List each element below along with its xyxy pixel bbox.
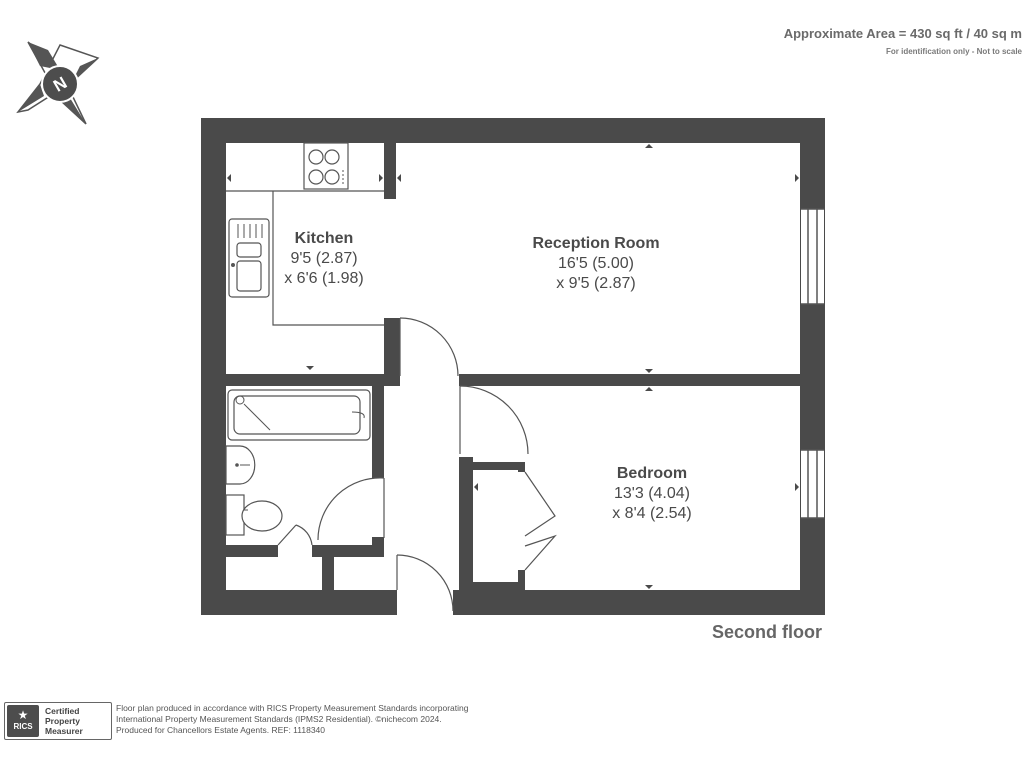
bedroom-label bbox=[592, 464, 712, 524]
approximate-area: Approximate Area = 430 sq ft / 40 sq m bbox=[783, 26, 1022, 41]
bedroom-dim-2: x 8'4 (2.54) bbox=[612, 505, 692, 522]
wardrobe-top bbox=[473, 462, 525, 470]
kitchen-name: Kitchen bbox=[294, 230, 354, 247]
footer-line-2: International Property Measurement Standards (IPMS2 Residential). ©nichecom 2024. bbox=[116, 714, 442, 724]
wall-reception-bedroom bbox=[459, 374, 800, 386]
wall-bedroom-left bbox=[459, 457, 473, 590]
kitchen-dim-2: x 6'6 (1.98) bbox=[284, 270, 364, 287]
wall-bath-bottom-a bbox=[226, 545, 278, 557]
wall-bath-bottom-b bbox=[312, 545, 372, 557]
compass-north-label: N bbox=[50, 73, 71, 96]
reception-label bbox=[516, 234, 676, 294]
toilet-icon bbox=[226, 495, 282, 535]
rics-badge-text bbox=[45, 706, 83, 736]
rics-logo-text: RICS bbox=[13, 722, 33, 731]
wall-cupboard bbox=[322, 557, 334, 590]
floor-label: Second floor bbox=[712, 622, 823, 642]
wall-kitchen-reception bbox=[384, 143, 396, 199]
kitchen-label bbox=[272, 229, 376, 289]
rics-line-2: Property bbox=[45, 716, 80, 726]
wall-bathroom-right bbox=[372, 386, 384, 478]
wardrobe-bottom bbox=[473, 582, 525, 590]
rics-line-3: Measurer bbox=[45, 726, 83, 736]
compass-rose-icon bbox=[18, 42, 98, 124]
rics-logo bbox=[7, 705, 39, 737]
rics-mark-icon: ★ bbox=[17, 708, 29, 722]
wall-left bbox=[201, 118, 226, 615]
hob-icon bbox=[304, 143, 348, 189]
wall-kitchen-bath bbox=[226, 374, 400, 386]
bedroom-name: Bedroom bbox=[616, 465, 688, 482]
wall-bottom-left bbox=[201, 590, 397, 615]
basin-icon bbox=[226, 446, 255, 484]
wall-bath-bottom-c bbox=[372, 537, 384, 557]
bath-icon bbox=[228, 390, 370, 440]
wall-right bbox=[800, 118, 825, 615]
reception-dim-2: x 9'5 (2.87) bbox=[556, 275, 636, 292]
kitchen-dim-1: 9'5 (2.87) bbox=[290, 250, 358, 267]
sink-icon bbox=[229, 219, 269, 297]
bedroom-dim-1: 13'3 (4.04) bbox=[614, 485, 690, 502]
wall-top bbox=[201, 118, 825, 143]
footer-disclaimer bbox=[116, 703, 468, 736]
footer-line-3: Produced for Chancellors Estate Agents. REF: 1118340 bbox=[116, 725, 326, 735]
identification-note: For identification only - Not to scale bbox=[885, 47, 1022, 56]
footer-line-1: Floor plan produced in accordance with RICS Property Measurement Standards incorporating bbox=[116, 703, 469, 713]
rics-certified-badge bbox=[4, 702, 112, 740]
walls bbox=[201, 118, 825, 615]
rics-line-1: Certified bbox=[45, 706, 80, 716]
measurement-markers bbox=[227, 144, 799, 589]
reception-dim-1: 16'5 (5.00) bbox=[558, 255, 634, 272]
reception-name: Reception Room bbox=[532, 235, 660, 252]
wall-bottom-right bbox=[453, 590, 825, 615]
